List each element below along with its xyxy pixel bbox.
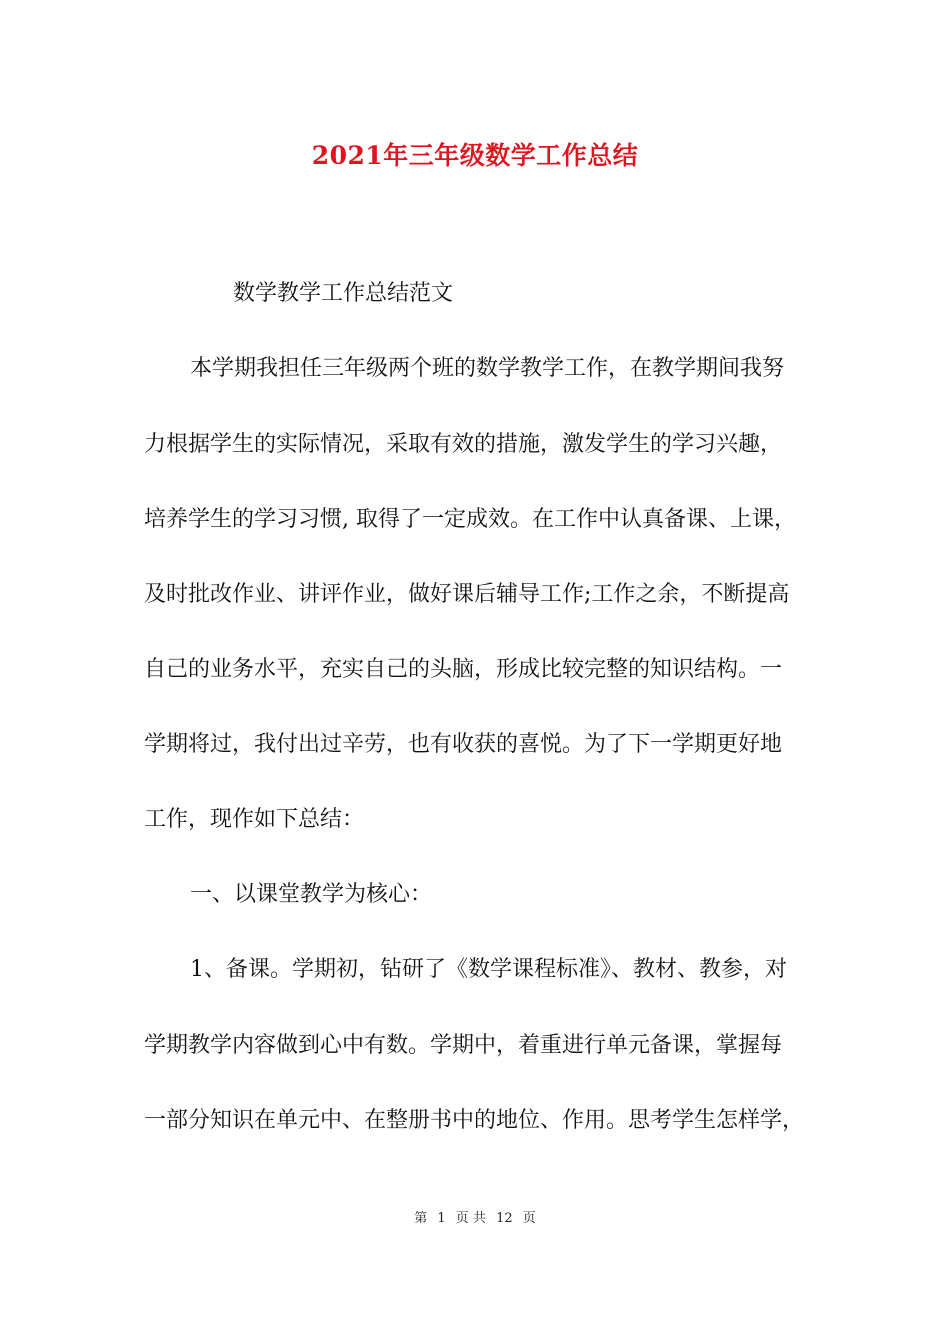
footer-current-page: 1 bbox=[437, 1211, 446, 1226]
paragraph-line: 工作，现作如下总结： bbox=[144, 807, 365, 832]
footer-prefix: 第 bbox=[414, 1211, 428, 1226]
paragraph-line: 自己的业务水平，充实自己的头脑，形成比较完整的知识结构。一 bbox=[144, 657, 783, 682]
section-heading: 一、以课堂教学为核心： bbox=[190, 882, 433, 907]
paragraph-line: 一部分知识在单元中、在整册书中的地位、作用。思考学生怎样学， bbox=[144, 1108, 805, 1133]
subtitle-line: 数学教学工作总结范文 bbox=[233, 281, 454, 306]
footer-total-pages: 12 bbox=[496, 1211, 513, 1226]
paragraph-line: 培养学生的学习习惯, 取得了一定成效。在工作中认真备课、上课， bbox=[144, 507, 796, 532]
paragraph-line: 本学期我担任三年级两个班的数学教学工作，在教学期间我努 bbox=[190, 356, 785, 381]
paragraph-line: 1、备课。学期初，钻研了《数学课程标准》、教材、教参，对 bbox=[190, 957, 787, 982]
page-footer bbox=[0, 1207, 950, 1226]
paragraph-line: 学期教学内容做到心中有数。学期中，着重进行单元备课，掌握每 bbox=[144, 1033, 783, 1058]
paragraph-line: 学期将过，我付出过辛劳，也有收获的喜悦。为了下一学期更好地 bbox=[144, 732, 783, 757]
paragraph-line: 力根据学生的实际情况，采取有效的措施，激发学生的学习兴趣， bbox=[144, 432, 783, 457]
footer-suffix: 页 bbox=[522, 1211, 536, 1226]
document-title: 2021年三年级数学工作总结 bbox=[311, 141, 639, 170]
footer-middle: 页 共 bbox=[455, 1211, 486, 1226]
paragraph-line: 及时批改作业、讲评作业，做好课后辅导工作;工作之余，不断提高 bbox=[144, 582, 790, 607]
